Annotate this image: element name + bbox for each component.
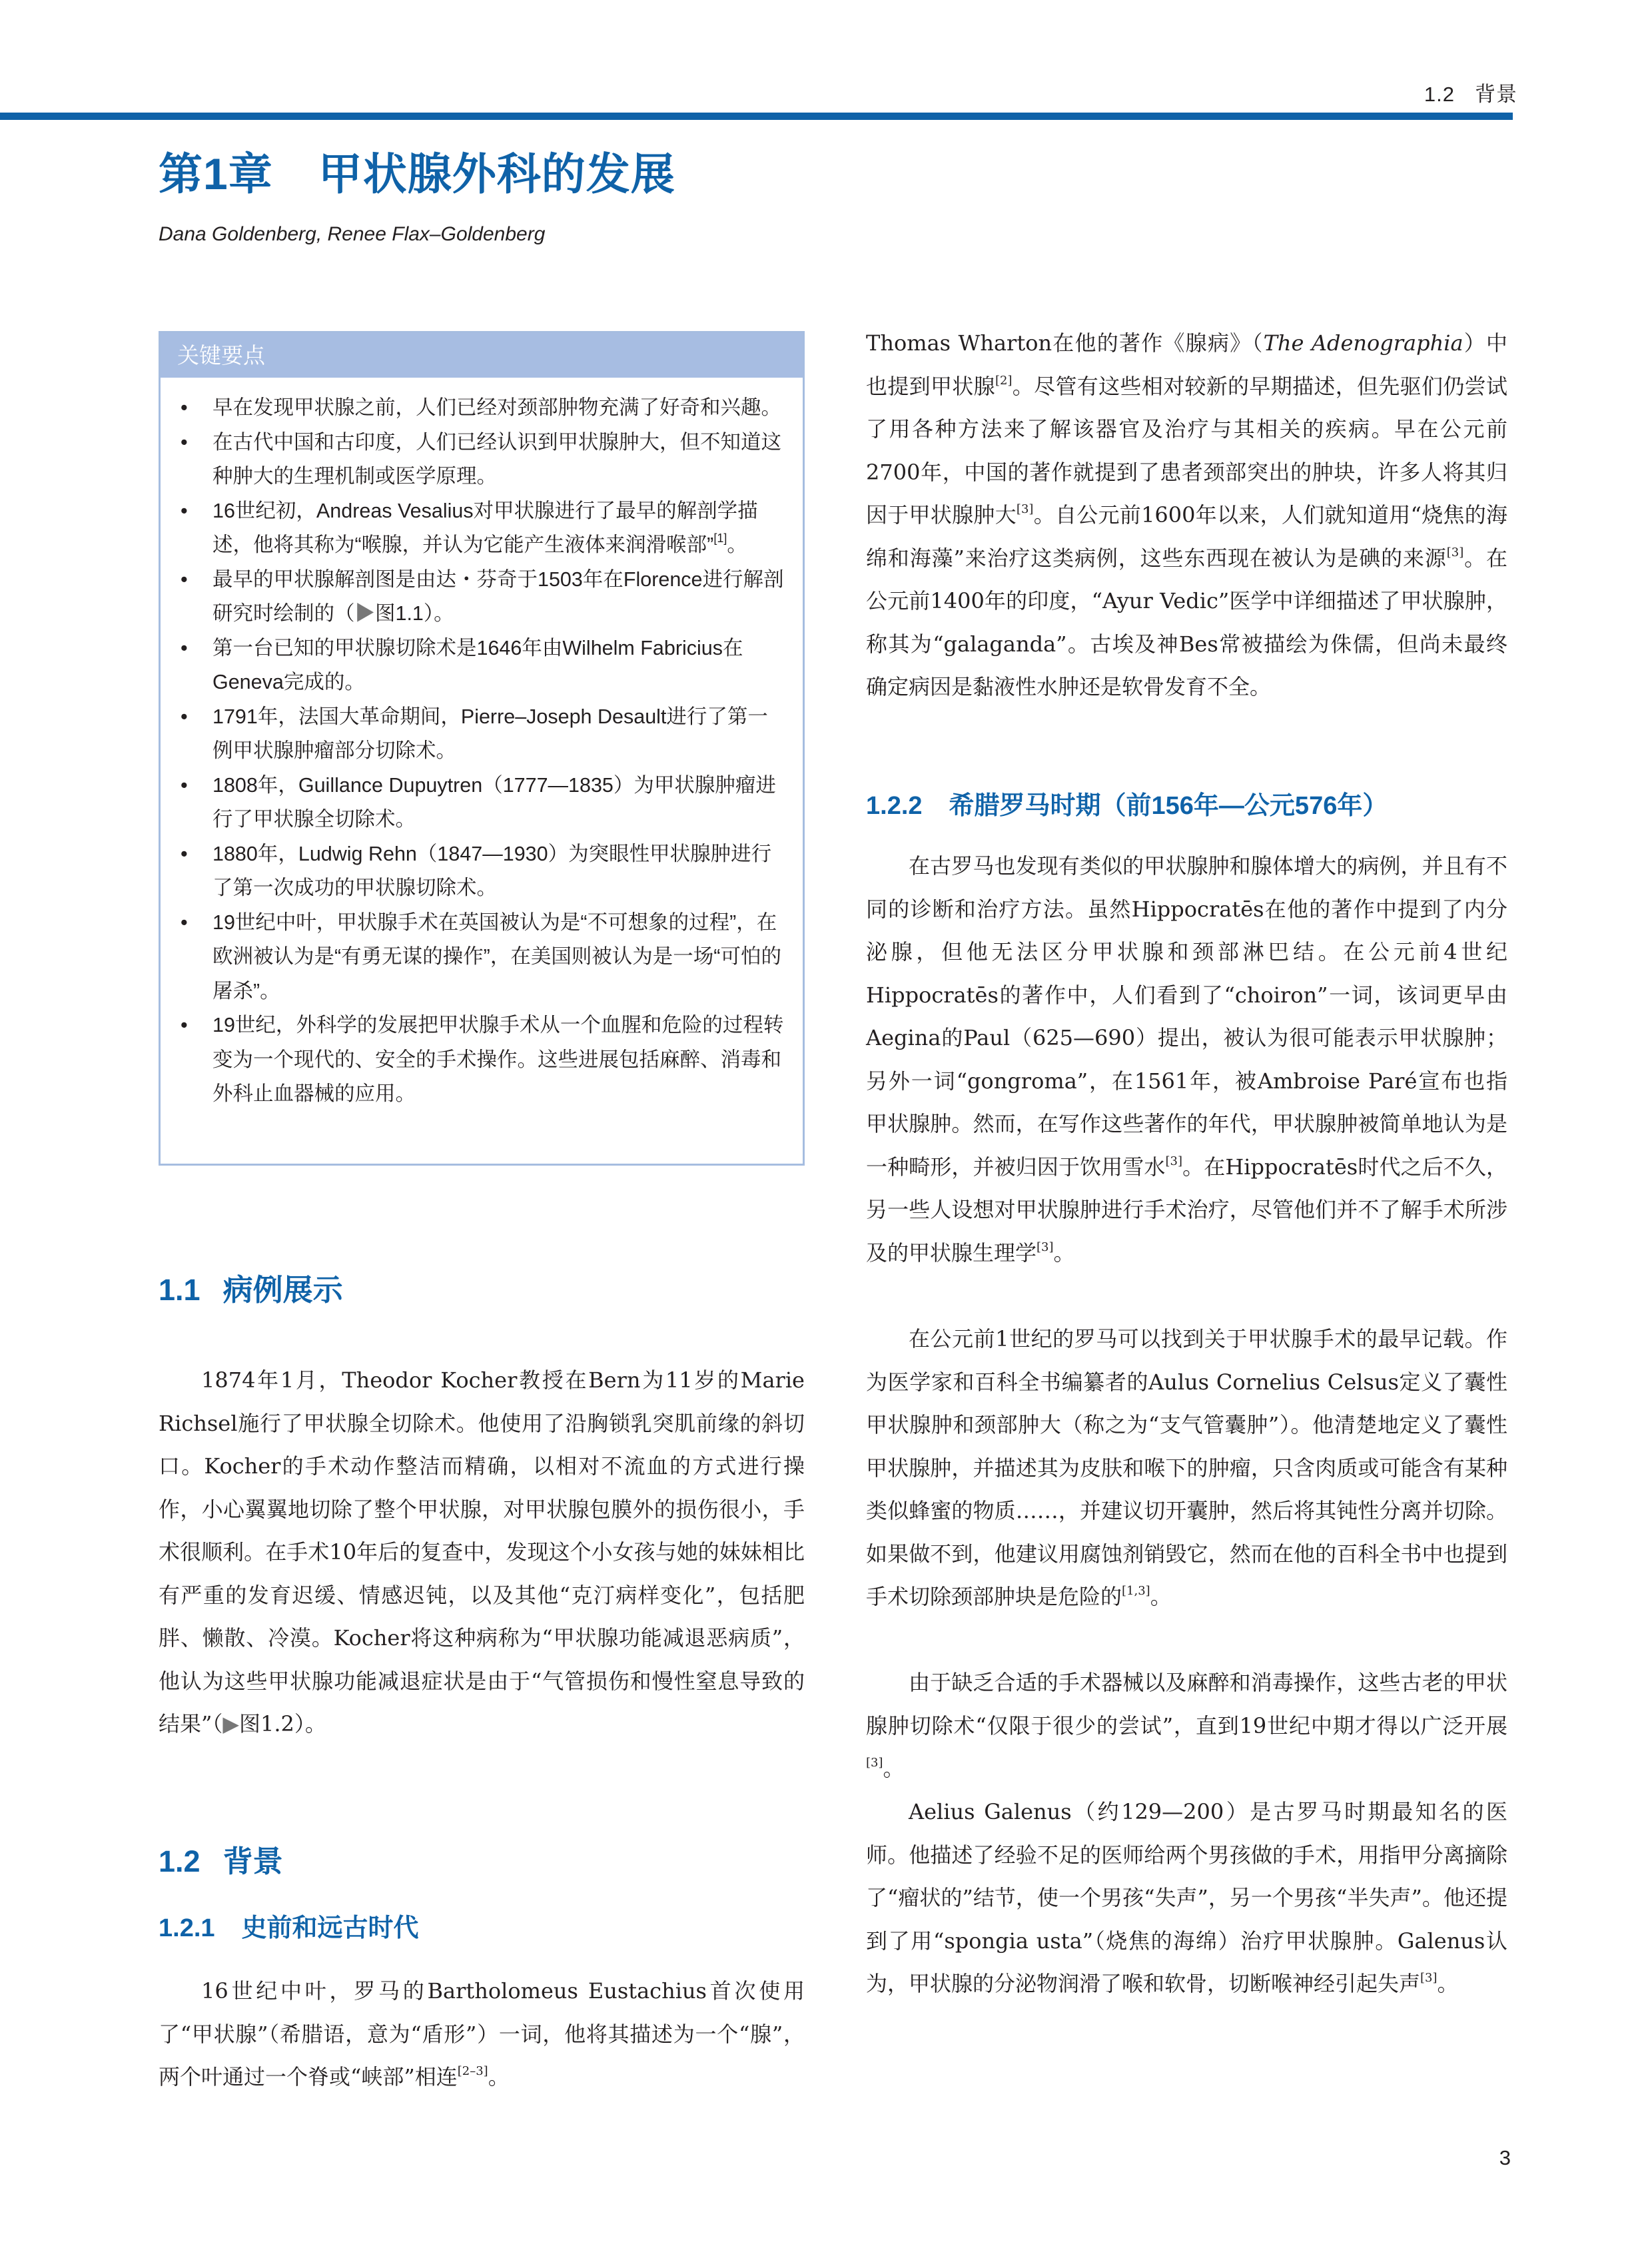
section-number: 1.1 bbox=[159, 1273, 201, 1307]
figure-arrow-icon: ▶ bbox=[222, 1711, 239, 1736]
key-point-text: 1880年，Ludwig Rehn（1847—1930）为突眼性甲状腺肿进行了第一次成功的甲状腺切除术。 bbox=[212, 842, 772, 899]
paragraph-text: Thomas Wharton在他的著作《腺病》（ bbox=[866, 330, 1264, 356]
key-point-item bbox=[181, 563, 787, 631]
citation-ref[interactable]: [3] bbox=[866, 1756, 883, 1770]
citation-ref[interactable]: [1,3] bbox=[1122, 1584, 1150, 1598]
chapter-authors: Dana Goldenberg, Renee Flax–Goldenberg bbox=[159, 223, 546, 245]
punctuation: 。 bbox=[727, 534, 747, 556]
citation-ref[interactable]: [2] bbox=[995, 373, 1013, 388]
paragraph-text: 16世纪中叶，罗马的Bartholomeus Eustachius首次使用了“甲状腺”（希腊语，意为“盾形”）一词，他将其描述为一个“腺”，两个叶通过一个脊或“峡部”相连 bbox=[159, 1978, 805, 2089]
paragraph-text: 。自公元前1600年以来，人们就知道用“烧焦的海绵和海藻”来治疗这类病例，这些东西现在被认为是碘的来源 bbox=[866, 502, 1507, 571]
bullet-icon: • bbox=[181, 567, 188, 591]
book-title: The Adenographia bbox=[1263, 330, 1463, 356]
paragraph-prehistory bbox=[159, 1970, 805, 2099]
citation-ref[interactable]: [3] bbox=[1016, 502, 1034, 516]
key-points-box bbox=[159, 331, 805, 1166]
citation-ref[interactable]: [3] bbox=[1446, 545, 1464, 560]
chapter-title bbox=[159, 148, 675, 200]
bullet-icon: • bbox=[181, 705, 188, 728]
bullet-icon: • bbox=[181, 842, 188, 865]
punctuation: 。 bbox=[1437, 1971, 1459, 1996]
paragraph-greco-roman-1 bbox=[866, 845, 1507, 1274]
bullet-icon: • bbox=[181, 396, 188, 419]
paragraph-text: 。尽管有这些相对较新的早期描述，但先驱们仍尝试了用各种方法来了解该器官及治疗与其相关的疾病。早在公元前2700年，中国的著作就提到了患者颈部突出的肿块，许多人将其归因于甲状腺肿大 bbox=[866, 373, 1507, 528]
section-title: 背景 bbox=[222, 1844, 283, 1878]
key-points-list bbox=[161, 378, 803, 1112]
citation-ref[interactable]: [3] bbox=[1165, 1154, 1183, 1168]
page-number: 3 bbox=[1499, 2146, 1511, 2169]
paragraph-case bbox=[159, 1359, 805, 1746]
key-point-text: 第一台已知的甲状腺切除术是1646年由Wilhelm Fabricius在Geneva完成的。 bbox=[212, 636, 743, 693]
figure-arrow-icon: ▶ bbox=[354, 602, 375, 625]
section-number: 1.2 bbox=[159, 1844, 201, 1878]
section-heading-1-2-2 bbox=[866, 791, 1388, 822]
section-title: 史前和远古时代 bbox=[241, 1914, 419, 1942]
paragraph-text: 在古罗马也发现有类似的甲状腺肿和腺体增大的病例，并且有不同的诊断和治疗方法。虽然Hippocratēs在他的著作中提到了内分泌腺，但他无法区分甲状腺和颈部淋巴结。在公元前4世纪Hippocratēs的著作中，人们看到了“choiron”一词，该词更早由Aegina的Paul（625—690）提出，被认为很可能表示甲状腺肿；另外一词“gongroma”，在1561年，被Ambroise Paré宣布也指甲状腺肿。然而，在写作这些著作的年代，甲状腺肿被简单地认为是一种畸形，并被归因于饮用雪水 bbox=[866, 853, 1507, 1180]
key-point-text: 16世纪初，Andreas Vesalius对甲状腺进行了最早的解剖学描述，他将其称为“喉腺，并认为它能产生液体来润滑喉部” bbox=[212, 499, 758, 556]
paragraph-text: 。在Hippocratēs时代之后不久，另一些人设想对甲状腺肿进行手术治疗，尽管他们并不了解手术所涉及的甲状腺生理学 bbox=[866, 1154, 1507, 1266]
key-point-text: 19世纪中叶，甲状腺手术在英国被认为是“不可想象的过程”，在欧洲被认为是“有勇无谋的操作”，在美国则被认为是一场“可怕的屠杀”。 bbox=[212, 911, 781, 1002]
key-point-item bbox=[181, 631, 787, 700]
citation-ref[interactable]: [3] bbox=[1036, 1240, 1054, 1254]
section-heading-1-2 bbox=[159, 1844, 283, 1880]
key-point-item bbox=[181, 1008, 787, 1112]
section-number: 1.2.2 bbox=[866, 792, 923, 820]
running-head-title: 背景 bbox=[1475, 83, 1517, 106]
bullet-icon: • bbox=[181, 499, 188, 522]
paragraph-text: Aelius Galenus（约129—200）是古罗马时期最知名的医师。他描述了经验不足的医师给两个男孩做的手术，用指甲分离摘除了“瘤状的”结节，使一个男孩“失声”，另一个男孩“半失声”。他还提到了用“spongia usta”（烧焦的海绵）治疗甲状腺肿。Galenus认为，甲状腺的分泌物润滑了喉和软骨，切断喉神经引起失声 bbox=[866, 1799, 1507, 1996]
paragraph-text: 。在公元前1400年的印度，“Ayur Vedic”医学中详细描述了甲状腺肿，称其为“galaganda”。古埃及神Bes常被描绘为侏儒，但尚未最终确定病因是黏液性水肿还是软骨发育不全。 bbox=[866, 545, 1507, 699]
citation-ref[interactable]: [3] bbox=[1420, 1971, 1438, 1985]
key-point-item bbox=[181, 906, 787, 1009]
header-rule bbox=[0, 113, 1513, 120]
key-point-item bbox=[181, 391, 787, 426]
paragraph-greco-roman-2 bbox=[866, 1317, 1507, 1619]
bullet-icon: • bbox=[181, 773, 188, 797]
bullet-icon: • bbox=[181, 911, 188, 934]
citation-ref[interactable]: [1] bbox=[713, 532, 727, 545]
paragraph-greco-roman-3 bbox=[866, 1661, 1507, 1790]
section-title: 希腊罗马时期（前156年—公元576年） bbox=[949, 792, 1388, 820]
key-point-item bbox=[181, 700, 787, 769]
punctuation: 。 bbox=[883, 1756, 905, 1781]
punctuation: 。 bbox=[488, 2064, 510, 2089]
key-point-item bbox=[181, 494, 787, 563]
punctuation: ）。 bbox=[294, 1711, 326, 1736]
key-point-text: 早在发现甲状腺之前，人们已经对颈部肿物充满了好奇和兴趣。 bbox=[212, 396, 781, 419]
section-heading-1-1 bbox=[159, 1272, 343, 1308]
paragraph-text: ）中也提到甲状腺 bbox=[866, 330, 1507, 399]
running-head bbox=[1424, 77, 1517, 107]
chapter-number: 第1章 bbox=[159, 149, 273, 198]
bullet-icon: • bbox=[181, 636, 188, 659]
key-point-text: 19世纪，外科学的发展把甲状腺手术从一个血腥和危险的过程转变为一个现代的、安全的手术操作。这些进展包括麻醉、消毒和外科止血器械的应用。 bbox=[212, 1014, 784, 1105]
bullet-icon: • bbox=[181, 1014, 188, 1036]
chapter-title-text: 甲状腺外科的发展 bbox=[318, 149, 675, 198]
paragraph-greco-roman-4 bbox=[866, 1790, 1507, 2006]
figure-link[interactable]: 图1.1 bbox=[375, 602, 424, 625]
section-title: 病例展示 bbox=[222, 1273, 343, 1307]
paragraph-text: 在公元前1世纪的罗马可以找到关于甲状腺手术的最早记载。作为医学家和百科全书编纂者的Aulus Cornelius Celsus定义了囊性甲状腺肿和颈部肿大（称之为“支气管囊肿”）。他清楚地定义了囊性甲状腺肿，并描述其为皮肤和喉下的肿瘤，只含肉质或可能含有某种类似蜂蜜的物质……，并建议切开囊肿，然后将其钝性分离并切除。如果做不到，他建议用腐蚀剂销毁它，然而在他的百科全书中也提到手术切除颈部肿块是危险的 bbox=[866, 1326, 1507, 1609]
figure-link[interactable]: 图1.2 bbox=[238, 1711, 294, 1736]
key-point-item bbox=[181, 426, 787, 494]
key-point-text: 在古代中国和古印度，人们已经认识到甲状腺肿大，但不知道这种肿大的生理机制或医学原理。 bbox=[212, 430, 781, 488]
bullet-icon: • bbox=[181, 430, 188, 454]
key-point-item bbox=[181, 769, 787, 837]
punctuation: 。 bbox=[1053, 1240, 1075, 1266]
citation-ref[interactable]: [2–3] bbox=[457, 2064, 488, 2078]
paragraph-text: 1874年1月，Theodor Kocher教授在Bern为11岁的Marie Richsel施行了甲状腺全切除术。他使用了沿胸锁乳突肌前缘的斜切口。Kocher的手术动作整洁而精确，以相对不流血的方式进行操作，小心翼翼地切除了整个甲状腺，对甲状腺包膜外的损伤很小，手术很顺利。在手术10年后的复查中，发现这个小女孩与她的妹妹相比有严重的发育迟缓、情感迟钝，以及其他“克汀病样变化”，包括肥胖、懒散、冷漠。Kocher将这种病称为“甲状腺功能减退恶病质”，他认为这些甲状腺功能减退症状是由于“气管损伤和慢性窒息导致的结果”（ bbox=[159, 1367, 805, 1736]
paragraph-text: 由于缺乏合适的手术器械以及麻醉和消毒操作，这些古老的甲状腺肿切除术“仅限于很少的尝试”，直到19世纪中期才得以广泛开展 bbox=[866, 1670, 1507, 1738]
key-point-item bbox=[181, 837, 787, 906]
section-number: 1.2.1 bbox=[159, 1914, 215, 1942]
running-head-section: 1.2 bbox=[1424, 83, 1455, 106]
punctuation: ）。 bbox=[423, 602, 454, 625]
section-heading-1-2-1 bbox=[159, 1914, 419, 1944]
punctuation: 。 bbox=[1150, 1584, 1172, 1609]
paragraph-wharton bbox=[866, 322, 1507, 709]
key-point-text: 1808年，Guillance Dupuytren（1777—1835）为甲状腺肿瘤进行了甲状腺全切除术。 bbox=[212, 773, 776, 831]
key-points-heading: 关键要点 bbox=[161, 333, 803, 378]
key-point-text: 最早的甲状腺解剖图是由达・芬奇于1503年在Florence进行解剖研究时绘制的（ bbox=[212, 567, 784, 625]
key-point-text: 1791年，法国大革命期间，Pierre–Joseph Desault进行了第一例甲状腺肿瘤部分切除术。 bbox=[212, 705, 768, 762]
